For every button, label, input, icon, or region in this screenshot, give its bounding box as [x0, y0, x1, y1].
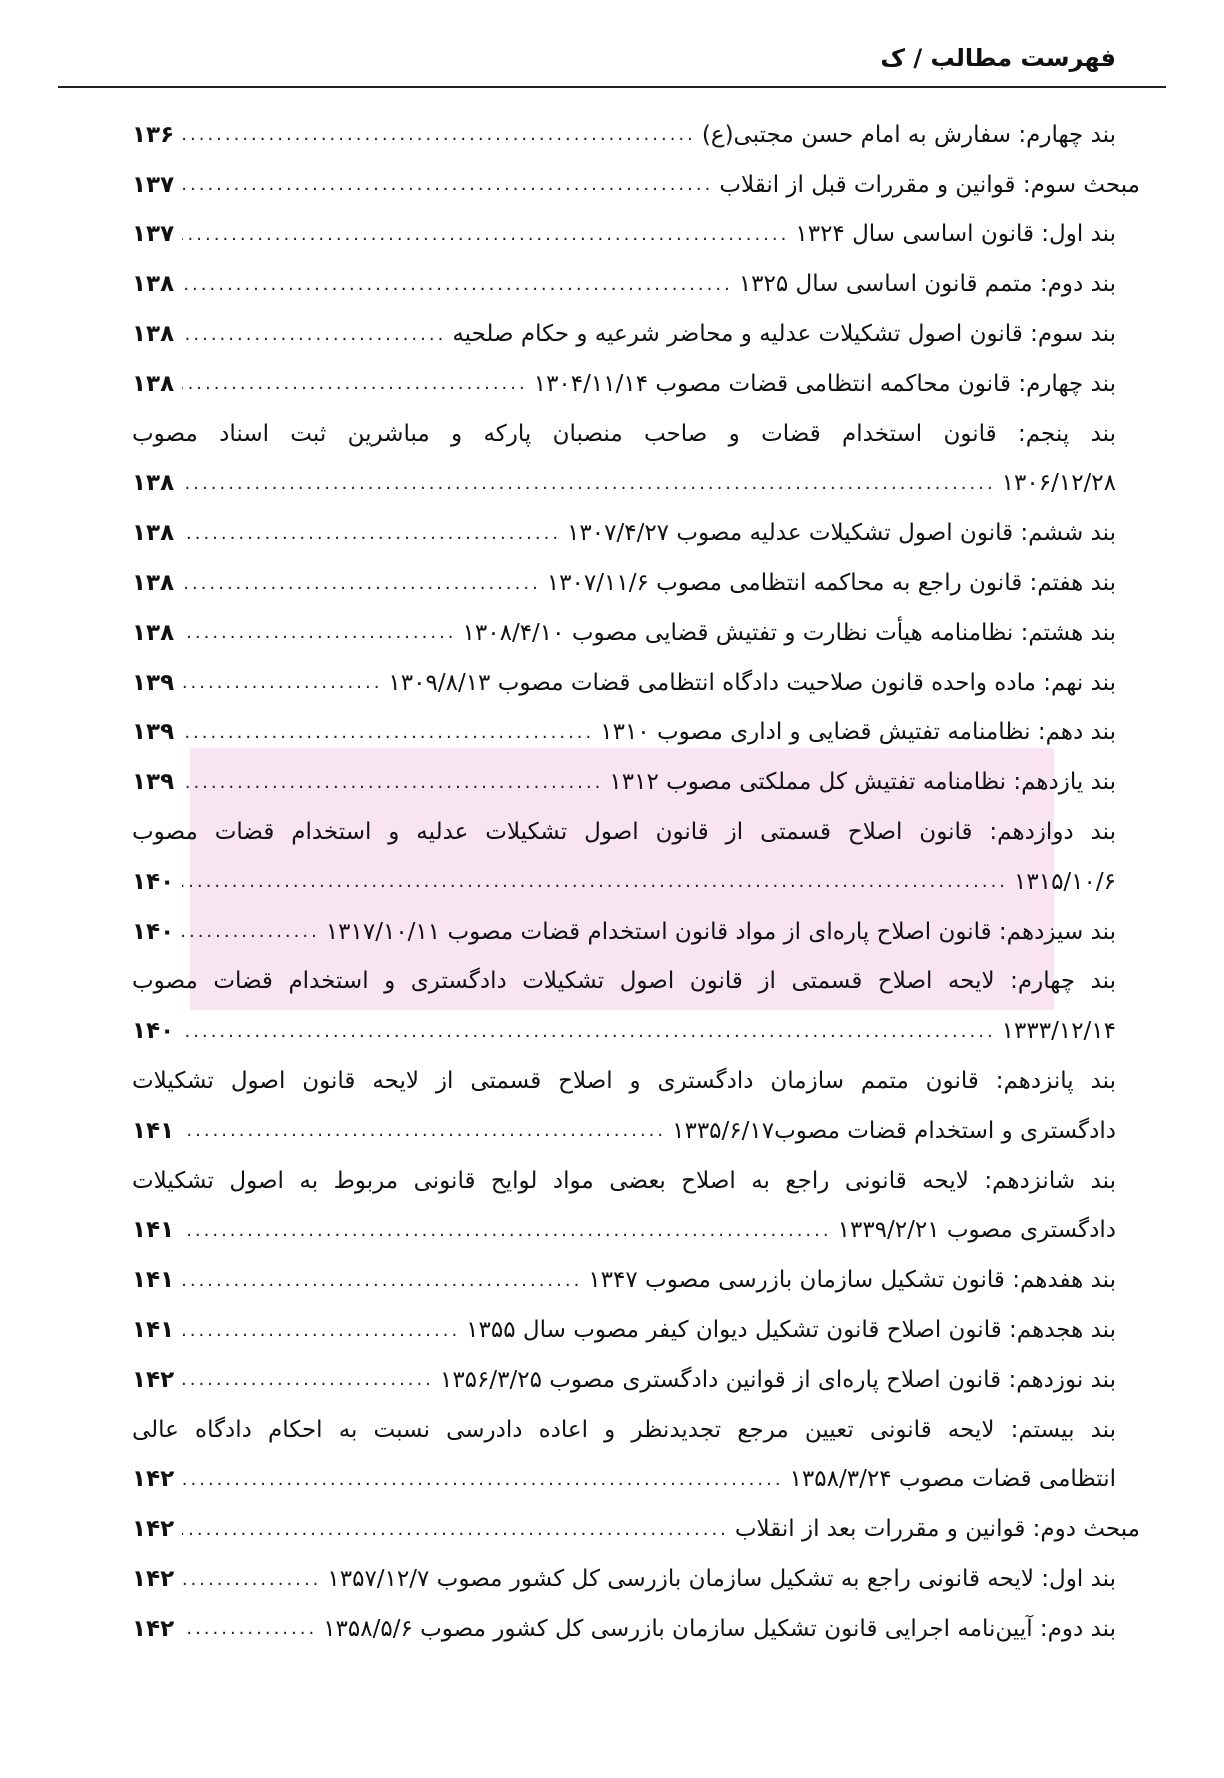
dot-leader: [182, 324, 446, 345]
toc-entry: [132, 1206, 1116, 1256]
toc-entry: [132, 658, 1116, 708]
dot-leader: [182, 224, 789, 245]
table-of-contents: [132, 110, 1140, 1654]
toc-entry: [132, 807, 1116, 857]
toc-entry-title: بند نوزدهم: قانون اصلاح پاره‌ای از قوانین دادگستری مصوب ۱۳۵۶/۳/۲۵: [439, 1366, 1116, 1393]
toc-entry-title: بند اول: لایحه قانونی راجع به تشکیل سازمان بازرسی کل کشور مصوب ۱۳۵۷/۱۲/۷: [327, 1566, 1116, 1592]
toc-entry: [132, 757, 1116, 807]
toc-entry: [132, 110, 1116, 160]
dot-leader: [182, 921, 320, 942]
toc-page-number: ۱۴۱: [132, 1217, 175, 1244]
toc-entry-title: مبحث دوم: قوانین و مقررات بعد از انقلاب: [734, 1516, 1140, 1543]
dot-leader: [182, 523, 561, 544]
toc-entry: [132, 857, 1116, 907]
toc-entry-title: دادگستری مصوب ۱۳۳۹/۲/۲۱: [837, 1217, 1116, 1244]
header-divider: [58, 86, 1166, 88]
toc-page-number: ۱۳۶: [132, 121, 175, 148]
toc-entry: [132, 1305, 1116, 1355]
toc-entry: [132, 1106, 1116, 1156]
toc-page-number: ۱۴۲: [132, 1366, 175, 1393]
toc-entry: [132, 708, 1116, 758]
toc-entry-title: بند دوم: متمم قانون اساسی سال ۱۳۲۵: [738, 271, 1116, 298]
toc-entry-title: انتظامی قضات مصوب ۱۳۵۸/۳/۲۴: [789, 1466, 1116, 1493]
toc-entry-title: بند هجدهم: قانون اصلاح قانون تشکیل دیوان کیفر مصوب سال ۱۳۵۵: [466, 1317, 1116, 1344]
toc-entry-title: دادگستری و استخدام قضات مصوب۱۳۳۵/۶/۱۷: [672, 1117, 1116, 1144]
toc-entry: [132, 957, 1116, 1007]
toc-page-number: ۱۳۹: [132, 669, 175, 696]
toc-page-number: ۱۴۲: [132, 1516, 175, 1543]
dot-leader: [182, 1220, 832, 1241]
toc-entry-title: ۱۳۳۳/۱۲/۱۴: [1001, 1018, 1116, 1045]
toc-entry: [132, 259, 1116, 309]
dot-leader: [182, 622, 457, 643]
toc-entry-title: بند سوم: قانون اصول تشکیلات عدلیه و محاضر شرعیه و حکام صلحیه: [452, 321, 1116, 348]
toc-page-number: ۱۳۷: [132, 171, 175, 198]
toc-page-number: ۱۴۱: [132, 1267, 175, 1294]
toc-entry-title: بند دوم: آیین‌نامه اجرایی قانون تشکیل سازمان بازرسی کل کشور مصوب ۱۳۵۸/۵/۶: [323, 1615, 1116, 1642]
toc-section-heading: [132, 160, 1140, 210]
dot-leader: [182, 124, 696, 145]
toc-entry-title: بند بیستم: لایحه قانونی تعیین مرجع تجدیدنظر و اعاده دادرسی نسبت به احکام دادگاه عالی: [132, 1416, 1116, 1443]
dot-leader: [182, 722, 594, 743]
toc-entry: [132, 309, 1116, 359]
toc-entry: [132, 907, 1116, 957]
toc-section-heading: [132, 1504, 1140, 1554]
toc-entry: [132, 1056, 1116, 1106]
toc-page-number: ۱۴۱: [132, 1317, 175, 1344]
page-header: [0, 40, 1224, 90]
dot-leader: [182, 473, 996, 494]
toc-page-number: ۱۳۹: [132, 719, 175, 746]
toc-entry: [132, 1255, 1116, 1305]
toc-page-number: ۱۳۸: [132, 370, 175, 397]
toc-page-number: ۱۴۰: [132, 868, 175, 895]
toc-entry-title: ۱۳۱۵/۱۰/۶: [1014, 868, 1116, 895]
toc-entry: [132, 608, 1116, 658]
toc-entry: [132, 558, 1116, 608]
toc-entry-title: بند چهارم: قانون محاکمه انتظامی قضات مصوب ۱۳۰۴/۱۱/۱۴: [533, 370, 1116, 397]
dot-leader: [182, 1320, 460, 1341]
toc-entry: [132, 210, 1116, 260]
toc-page-number: ۱۳۸: [132, 271, 175, 298]
toc-entry-title: بند هفدهم: قانون تشکیل سازمان بازرسی مصوب ۱۳۴۷: [588, 1267, 1116, 1294]
toc-page-number: ۱۴۱: [132, 1117, 175, 1144]
toc-entry-title: بند سیزدهم: قانون اصلاح پاره‌ای از مواد قانون استخدام قضات مصوب ۱۳۱۷/۱۰/۱۱: [325, 918, 1116, 945]
toc-entry-title: بند دوازدهم: قانون اصلاح قسمتی از قانون اصول تشکیلات عدلیه و استخدام قضات مصوب: [132, 819, 1116, 846]
toc-entry-title: بند یازدهم: نظامنامه تفتیش کل مملکتی مصوب ۱۳۱۲: [609, 769, 1116, 796]
toc-entry-title: ۱۳۰۶/۱۲/۲۸: [1001, 470, 1116, 497]
toc-page-number: ۱۳۸: [132, 520, 175, 547]
dot-leader: [182, 1469, 784, 1490]
toc-page-number: ۱۳۸: [132, 619, 175, 646]
toc-entry-title: بند هشتم: نظامنامه هیأت نظارت و تفتیش قضایی مصوب ۱۳۰۸/۴/۱۰: [462, 619, 1116, 646]
dot-leader: [182, 1270, 582, 1291]
toc-entry: [132, 1554, 1116, 1604]
toc-entry: [132, 1006, 1116, 1056]
dot-leader: [182, 672, 382, 693]
toc-entry-title: بند اول: قانون اساسی سال ۱۳۲۴: [795, 221, 1116, 248]
toc-entry: [132, 1405, 1116, 1455]
toc-entry: [132, 409, 1116, 459]
dot-leader: [182, 274, 733, 295]
dot-leader: [182, 174, 713, 195]
toc-page-number: ۱۴۲: [132, 1615, 175, 1642]
dot-leader: [182, 1120, 666, 1141]
toc-entry-title: بند هفتم: قانون راجع به محاکمه انتظامی مصوب ۱۳۰۷/۱۱/۶: [546, 570, 1116, 597]
toc-page-number: ۱۳۸: [132, 470, 175, 497]
toc-entry: [132, 508, 1116, 558]
toc-page-number: ۱۳۸: [132, 570, 175, 597]
toc-page-number: ۱۴۲: [132, 1466, 175, 1493]
toc-entry-title: بند پانزدهم: قانون متمم سازمان دادگستری و اصلاح قسمتی از لایحه قانون اصول تشکیلات: [132, 1068, 1116, 1095]
dot-leader: [182, 1618, 317, 1639]
toc-entry: [132, 1604, 1116, 1654]
dot-leader: [182, 373, 528, 394]
dot-leader: [182, 1519, 729, 1540]
toc-page-number: ۱۳۸: [132, 321, 175, 348]
dot-leader: [182, 1369, 434, 1390]
dot-leader: [182, 871, 1008, 892]
toc-entry-title: بند چهارم: لایحه اصلاح قسمتی از قانون اصول تشکیلات دادگستری و استخدام قضات مصوب: [132, 968, 1116, 995]
toc-page-number: ۱۴۰: [132, 918, 175, 945]
toc-entry-title: مبحث سوم: قوانین و مقررات قبل از انقلاب: [719, 171, 1140, 198]
toc-entry-title: بند نهم: ماده واحده قانون صلاحیت دادگاه انتظامی قضات مصوب ۱۳۰۹/۸/۱۳: [388, 669, 1116, 696]
toc-entry: [132, 1156, 1116, 1206]
toc-entry-title: بند دهم: نظامنامه تفتیش قضایی و اداری مصوب ۱۳۱۰: [600, 719, 1116, 746]
toc-entry: [132, 459, 1116, 509]
toc-page-number: ۱۴۰: [132, 1018, 175, 1045]
toc-page-number: ۱۴۲: [132, 1566, 175, 1592]
toc-entry: [132, 359, 1116, 409]
toc-entry-title: بند چهارم: سفارش به امام حسن مجتبی(ع): [701, 121, 1116, 148]
dot-leader: [182, 1021, 996, 1042]
toc-page-number: ۱۳۷: [132, 221, 175, 248]
toc-entry: [132, 1455, 1116, 1505]
dot-leader: [182, 1569, 321, 1590]
dot-leader: [182, 573, 541, 594]
dot-leader: [182, 772, 603, 793]
toc-page-number: ۱۳۹: [132, 769, 175, 796]
toc-entry-title: بند ششم: قانون اصول تشکیلات عدلیه مصوب ۱۳۰۷/۴/۲۷: [567, 520, 1116, 547]
toc-entry-title: بند شانزدهم: لایحه قانونی راجع به اصلاح بعضی مواد لوایح قانونی مربوط به اصول تشکیلات: [132, 1167, 1116, 1194]
toc-entry: [132, 1355, 1116, 1405]
page-header-title: فهرست مطالب / ک: [880, 44, 1116, 72]
toc-entry-title: بند پنجم: قانون استخدام قضات و صاحب منصبان پارکه و مباشرین ثبت اسناد مصوب: [132, 420, 1116, 447]
